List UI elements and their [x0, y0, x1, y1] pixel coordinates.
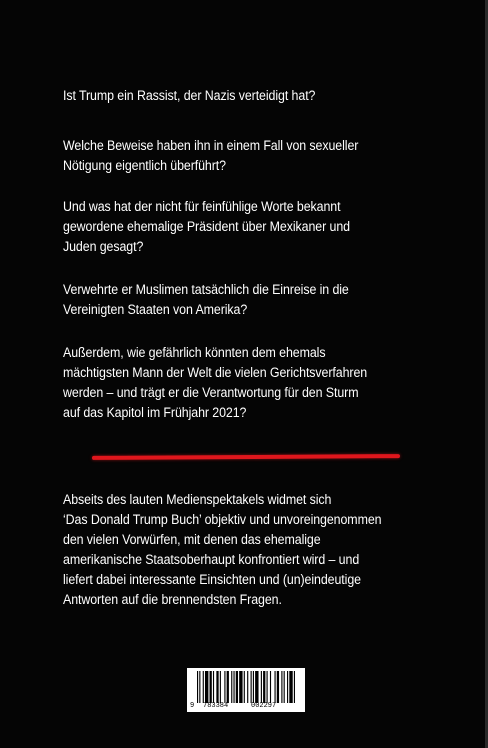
question-4-text: Verwehrte er Muslimen tatsächlich die Einreise in die Vereinigten Staaten von Amerika? — [63, 282, 349, 317]
barcode-bar — [227, 671, 229, 703]
barcode-left-group: 783384 — [203, 702, 229, 710]
barcode-bar — [233, 671, 234, 703]
question-2 — [63, 136, 403, 176]
barcode-bar — [244, 671, 245, 703]
barcode-bar — [247, 671, 248, 703]
barcode-bar — [231, 671, 232, 703]
barcode-bar — [210, 671, 212, 703]
barcode-bar — [284, 671, 285, 703]
question-1 — [63, 86, 403, 106]
barcode-lead-digit: 9 — [190, 702, 195, 710]
description-block — [63, 490, 403, 610]
barcode-bar — [267, 671, 268, 703]
barcode-bar — [255, 671, 258, 703]
barcode-bar — [253, 671, 254, 703]
barcode-bar — [224, 671, 225, 703]
red-divider-line — [92, 454, 400, 460]
question-1-text: Ist Trump ein Rassist, der Nazis verteidigt hat? — [63, 88, 316, 103]
barcode-bar — [203, 671, 204, 703]
barcode-bar — [270, 671, 271, 703]
barcode-bar — [216, 671, 218, 703]
barcode-right-group: 002297 — [251, 702, 277, 710]
barcode-bar — [197, 671, 198, 703]
barcode-bar — [277, 671, 279, 703]
barcode-bars-icon — [197, 671, 295, 703]
barcode-bar — [239, 671, 242, 703]
barcode-bar — [213, 671, 214, 703]
question-5 — [63, 343, 403, 423]
barcode-bar — [236, 671, 238, 703]
question-3 — [63, 197, 403, 257]
barcode-bar — [289, 671, 292, 703]
barcode-bar — [294, 671, 295, 703]
question-3-text: Und was hat der nicht für feinfühlige Worte bekannt gewordene ehemalige Präsident über Mexikaner und Juden gesagt? — [63, 199, 350, 254]
description-text: Abseits des lauten Medienspektakels widmet sich ‘Das Donald Trump Buch’ objektiv und unvoreingenommen den vielen Vorwürfen, mit denen das ehemalige amerikanische Staatsoberhaupt konfrontiert wird – und liefert dabei interessante Einsichten und (un)eindeutige Antworten auf die brennendsten Fragen. — [63, 492, 382, 607]
barcode-bar — [287, 671, 288, 703]
barcode-bar — [281, 671, 282, 703]
barcode-bar — [263, 671, 265, 703]
barcode-bar — [205, 671, 208, 703]
barcode-bar — [220, 671, 221, 703]
isbn-barcode — [187, 668, 305, 712]
question-2-text: Welche Beweise haben ihn in einem Fall von sexueller Nötigung eigentlich überführt? — [63, 138, 359, 173]
barcode-bar — [199, 671, 200, 703]
barcode-bar — [251, 671, 252, 703]
question-4 — [63, 280, 403, 320]
question-5-text: Außerdem, wie gefährlich könnten dem ehemals mächtigsten Mann der Welt die vielen Gerichtsverfahren werden – und trägt er die Verantwortung für den Sturm auf das Kapitol im Frühjahr 2021? — [63, 345, 368, 420]
barcode-digits — [187, 701, 305, 711]
barcode-bar — [274, 671, 275, 703]
barcode-bar — [261, 671, 262, 703]
